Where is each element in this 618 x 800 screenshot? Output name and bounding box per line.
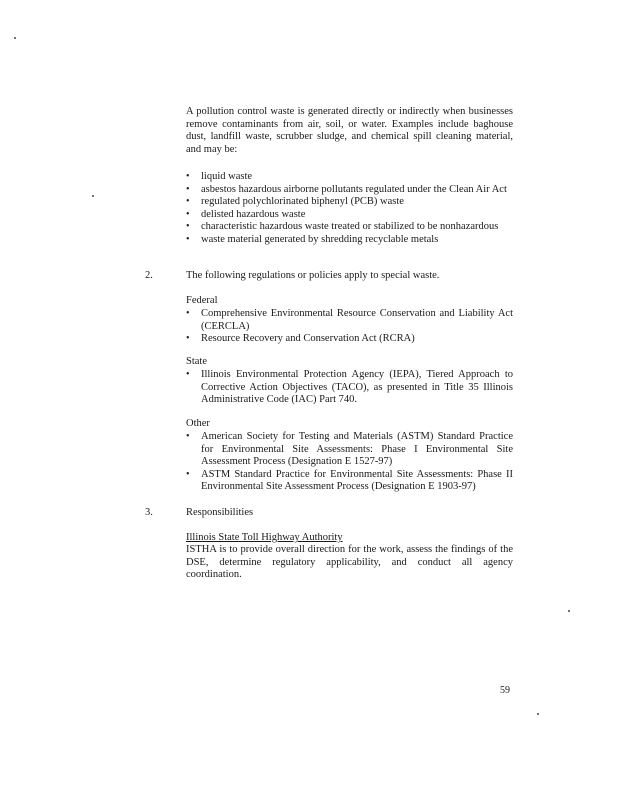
section-2-text: The following regulations or policies apply to special waste. [186, 270, 440, 281]
list-item: • characteristic hazardous waste treated or stabilized to be nonhazardous [186, 221, 499, 232]
bullet-icon: • [186, 369, 190, 380]
istha-subheading: Illinois State Toll Highway Authority [186, 532, 343, 543]
scan-speck [92, 195, 94, 197]
bullet-icon: • [186, 171, 190, 182]
page-number: 59 [500, 685, 510, 696]
scan-speck [537, 713, 539, 715]
istha-paragraph: ISTHA is to provide overall direction for the work, assess the findings of the DSE, determine regulatory applicability, and conduct all agency coordination. [186, 544, 513, 580]
federal-list [186, 308, 513, 346]
section-3-heading: Responsibilities [186, 507, 254, 518]
other-list [186, 431, 513, 494]
waste-types-list [186, 171, 513, 246]
bullet-icon: • [186, 333, 190, 344]
list-item: • Illinois Environmental Protection Agency (IEPA), Tiered Approach to Corrective Action Objectives (TACO), as presented in Title 35 Illinois Administrative Code (IAC) Part 740. [186, 369, 513, 405]
list-item: • waste material generated by shredding recyclable metals [186, 233, 439, 245]
bullet-icon: • [186, 308, 190, 319]
state-heading: State [186, 356, 207, 367]
section-2-number: 2. [145, 270, 153, 281]
list-item: • delisted hazardous waste [186, 208, 306, 220]
list-item: • regulated polychlorinated biphenyl (PCB) waste [186, 196, 404, 207]
scan-speck [568, 610, 570, 612]
list-item: • ASTM Standard Practice for Environmental Site Assessments: Phase II Environmental Site Assessment Process (Designation E 1903-97) [186, 468, 513, 492]
bullet-icon: • [186, 196, 190, 207]
scan-speck [14, 37, 16, 39]
bullet-icon: • [186, 221, 190, 232]
intro-paragraph: A pollution control waste is generated directly or indirectly when businesses remove contaminants from air, soil, or water. Examples include baghouse dust, landfill waste, scrubber sludge, and chemical spill cleaning material, and may be: [186, 106, 513, 155]
other-heading: Other [186, 418, 210, 429]
bullet-icon: • [186, 208, 190, 220]
bullet-icon: • [186, 468, 190, 480]
bullet-icon: • [186, 233, 190, 245]
list-item: • Comprehensive Environmental Resource Conservation and Liability Act (CERCLA) [186, 308, 513, 332]
bullet-icon: • [186, 183, 190, 195]
section-3-number: 3. [145, 507, 153, 518]
list-item: • liquid waste [186, 171, 253, 182]
list-item: • Resource Recovery and Conservation Act (RCRA) [186, 333, 415, 344]
federal-heading: Federal [186, 295, 218, 306]
list-item: • American Society for Testing and Materials (ASTM) Standard Practice for Environmental Site Assessments: Phase I Environmental Site Assessment Process (Designation E 1527-97) [186, 431, 513, 467]
list-item: • asbestos hazardous airborne pollutants regulated under the Clean Air Act [186, 183, 507, 195]
bullet-icon: • [186, 431, 190, 442]
state-list [186, 369, 513, 407]
